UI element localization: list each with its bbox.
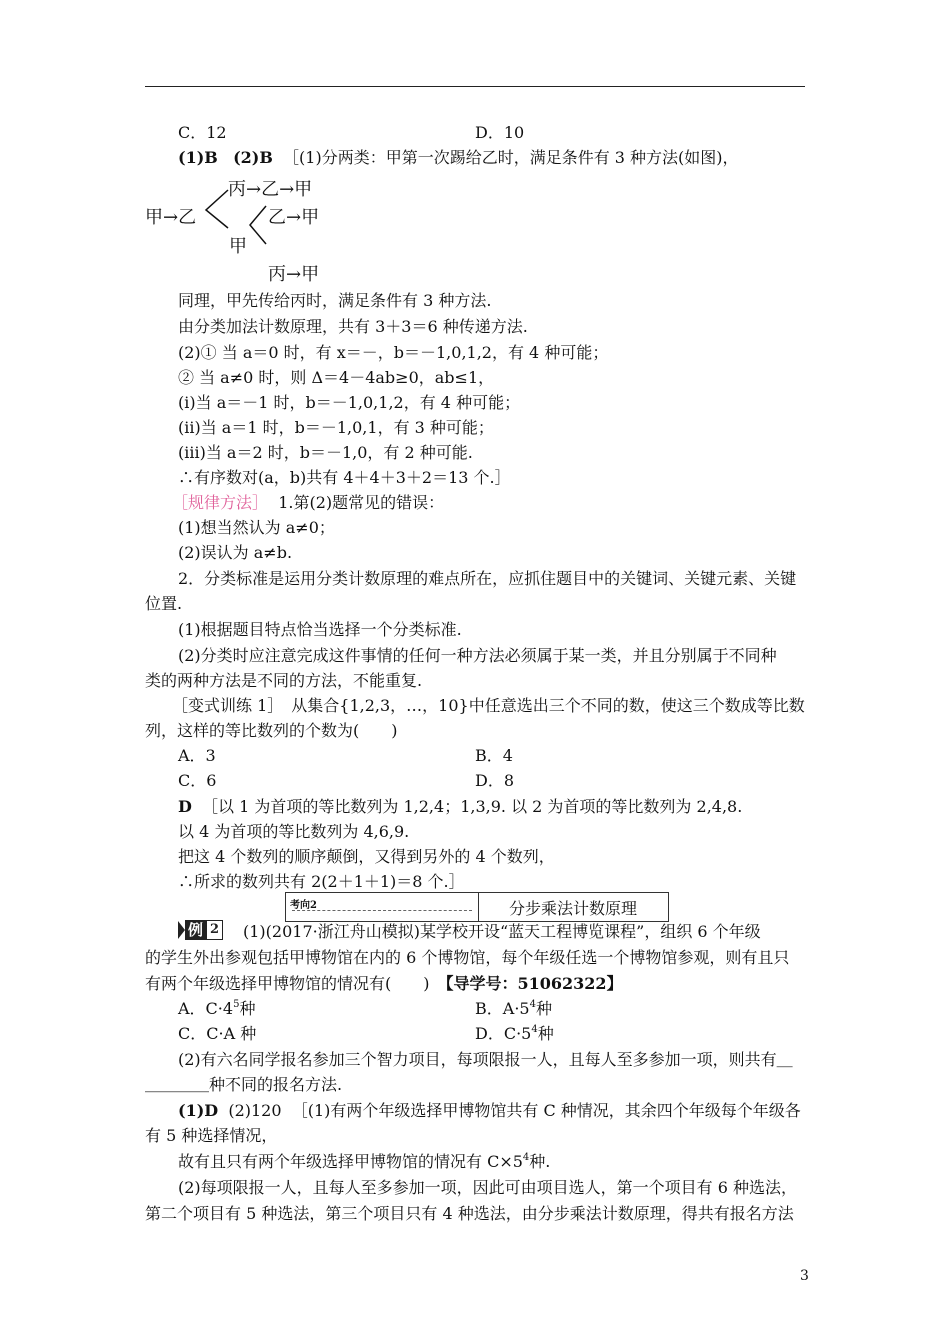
answer-explanation: ［(1)分两类：甲第一次踢给乙时，满足条件有 3 种方法(如图)，	[283, 148, 739, 167]
text-line	[145, 973, 623, 995]
text-line: 类的两种方法是不同的方法，不能重复.	[145, 671, 423, 690]
method-text: 1.第(2)题常见的错误：	[278, 493, 445, 512]
option-a: A．3	[178, 746, 216, 765]
option-d: D．8	[475, 771, 515, 790]
header-rule	[145, 86, 805, 87]
variant-answer	[178, 796, 742, 818]
tree-branch-bing-yi-jia: 丙→乙→甲	[228, 179, 313, 200]
text-line: 同理，甲先传给丙时，满足条件有 3 种方法.	[178, 291, 492, 310]
answer-explanation: ［以 1 为首项的等比数列为 1,2,4；1,3,9. 以 2 为首项的等比数列为 2,4,8.	[202, 797, 743, 816]
text-line: (1)根据题目特点恰当选择一个分类标准.	[178, 620, 462, 639]
option-c: C．6	[178, 771, 217, 790]
page-number: 3	[800, 1268, 809, 1284]
text-line: ＿＿＿＿种不同的报名方法.	[145, 1075, 343, 1094]
section-dash	[292, 910, 472, 911]
tree-branch-bing-jia: 丙→甲	[268, 264, 320, 285]
answer-2: (2)120	[228, 1101, 282, 1120]
option-c: C．C·A 种	[178, 1024, 257, 1043]
text-line: 的学生外出参观包括甲博物馆在内的 6 个博物馆，每个年级任选一个博物馆参观，则有且只	[145, 948, 790, 967]
option-c: C．12	[178, 123, 227, 142]
answer-1: (1)D	[178, 1101, 219, 1120]
section-tag: 考向2	[290, 900, 317, 911]
text-line: 位置.	[145, 594, 183, 613]
text-line: 以 4 为首项的等比数列为 4,6,9.	[178, 822, 410, 841]
tree-node-jia-yi: 甲→乙	[145, 207, 197, 228]
question-tail: 有两个年级选择甲博物馆的情况有( )	[145, 974, 446, 993]
text-line: 2．分类标准是运用分类计数原理的难点所在，应抓住题目中的关键词、关键元素、关键	[178, 569, 797, 588]
section-heading-box	[285, 892, 669, 922]
option-b: B．4	[475, 746, 513, 765]
text-line: (2)① 当 a＝0 时，有 x＝－，b＝－1,0,1,2，有 4 种可能；	[178, 343, 609, 362]
answer-letter: D	[178, 797, 192, 816]
text-line: (ⅱ)当 a＝1 时，b＝－1,0,1，有 3 种可能；	[178, 418, 494, 437]
section-divider	[478, 893, 479, 921]
option-a: A．$C\cdot 4^5$种	[178, 998, 256, 1018]
text-line: 列，这样的等比数列的个数为( )	[145, 721, 398, 740]
text-line: (2)误认为 a≠b.	[178, 543, 293, 562]
text-line: 第二个项目有 5 种选法，第三个项目只有 4 种选法，由分步乘法计数原理，得共有报名方法	[145, 1204, 794, 1223]
text-line: ② 当 a≠0 时，则 Δ＝4－4ab≥0，ab≤1，	[178, 368, 495, 387]
guide-code: 【导学号：51062322】	[445, 974, 623, 993]
section-title: 分步乘法计数原理	[509, 899, 638, 918]
variant-question: ［变式训练 1］ 从集合{1,2,3，…，10}中任意选出三个不同的数，使这三个数成等比数	[172, 696, 805, 715]
example-word: 例	[185, 920, 206, 940]
example-number: 2	[206, 920, 223, 940]
text-line: (2)有六名同学报名参加三个智力项目，每项限报一人，且每人至多参加一项，则共有＿	[178, 1050, 793, 1069]
answer-1: (1)B	[178, 148, 218, 167]
text-line: (2)每项限报一人，且每人至多参加一项，因此可由项目选人，第一个项目有 6 种选法，	[178, 1178, 798, 1197]
text-line: 由分类加法计数原理，共有 3＋3＝6 种传递方法.	[178, 317, 528, 336]
method-line	[172, 492, 444, 514]
option-b: B．$A\cdot 5^4$种	[475, 998, 552, 1018]
text-line: ∴有序数对(a，b)共有 4＋4＋3＋2＝13 个.］	[178, 468, 511, 487]
text-line: (ⅲ)当 a＝2 时，b＝－1,0，有 2 种可能.	[178, 443, 473, 462]
example-question: (1)(2017·浙江舟山模拟)某学校开设“蓝天工程博览课程”，组织 6 个年级	[243, 922, 761, 941]
tree-branch-yi-jia: 乙→甲	[268, 207, 320, 228]
tree-branch-lines	[200, 180, 270, 270]
text-line: (ⅰ)当 a＝－1 时，b＝－1,0,1,2，有 4 种可能；	[178, 393, 521, 412]
text-line: 有 5 种选择情况，	[145, 1126, 278, 1145]
method-label: ［规律方法］	[172, 493, 269, 512]
option-d: D．$C\cdot 5^4$种	[475, 1023, 554, 1043]
example-tag	[178, 920, 223, 940]
text-line: (2)分类时应注意完成这件事情的任何一种方法必须属于某一类，并且分别属于不同种	[178, 646, 777, 665]
text-line: (1)想当然认为 a≠0；	[178, 518, 335, 537]
text-line: 把这 4 个数列的顺序颠倒，又得到另外的 4 个数列，	[178, 847, 555, 866]
text-line: 故有且只有两个年级选择甲博物馆的情况有 $C\times 5^4$种.	[178, 1151, 551, 1171]
text-line: ∴所求的数列共有 2(2＋1＋1)＝8 个.］	[178, 872, 465, 891]
answer-line-1	[178, 147, 739, 169]
answer-2: (2)B	[233, 148, 273, 167]
answer-explanation: ［(1)有两个年级选择甲博物馆共有 C 种情况，其余四个年级每个年级各	[291, 1101, 801, 1120]
tree-node-jia: 甲	[229, 236, 247, 257]
example-arrow-icon	[178, 921, 185, 939]
option-d: D．10	[475, 123, 525, 142]
example-answer	[178, 1100, 801, 1122]
